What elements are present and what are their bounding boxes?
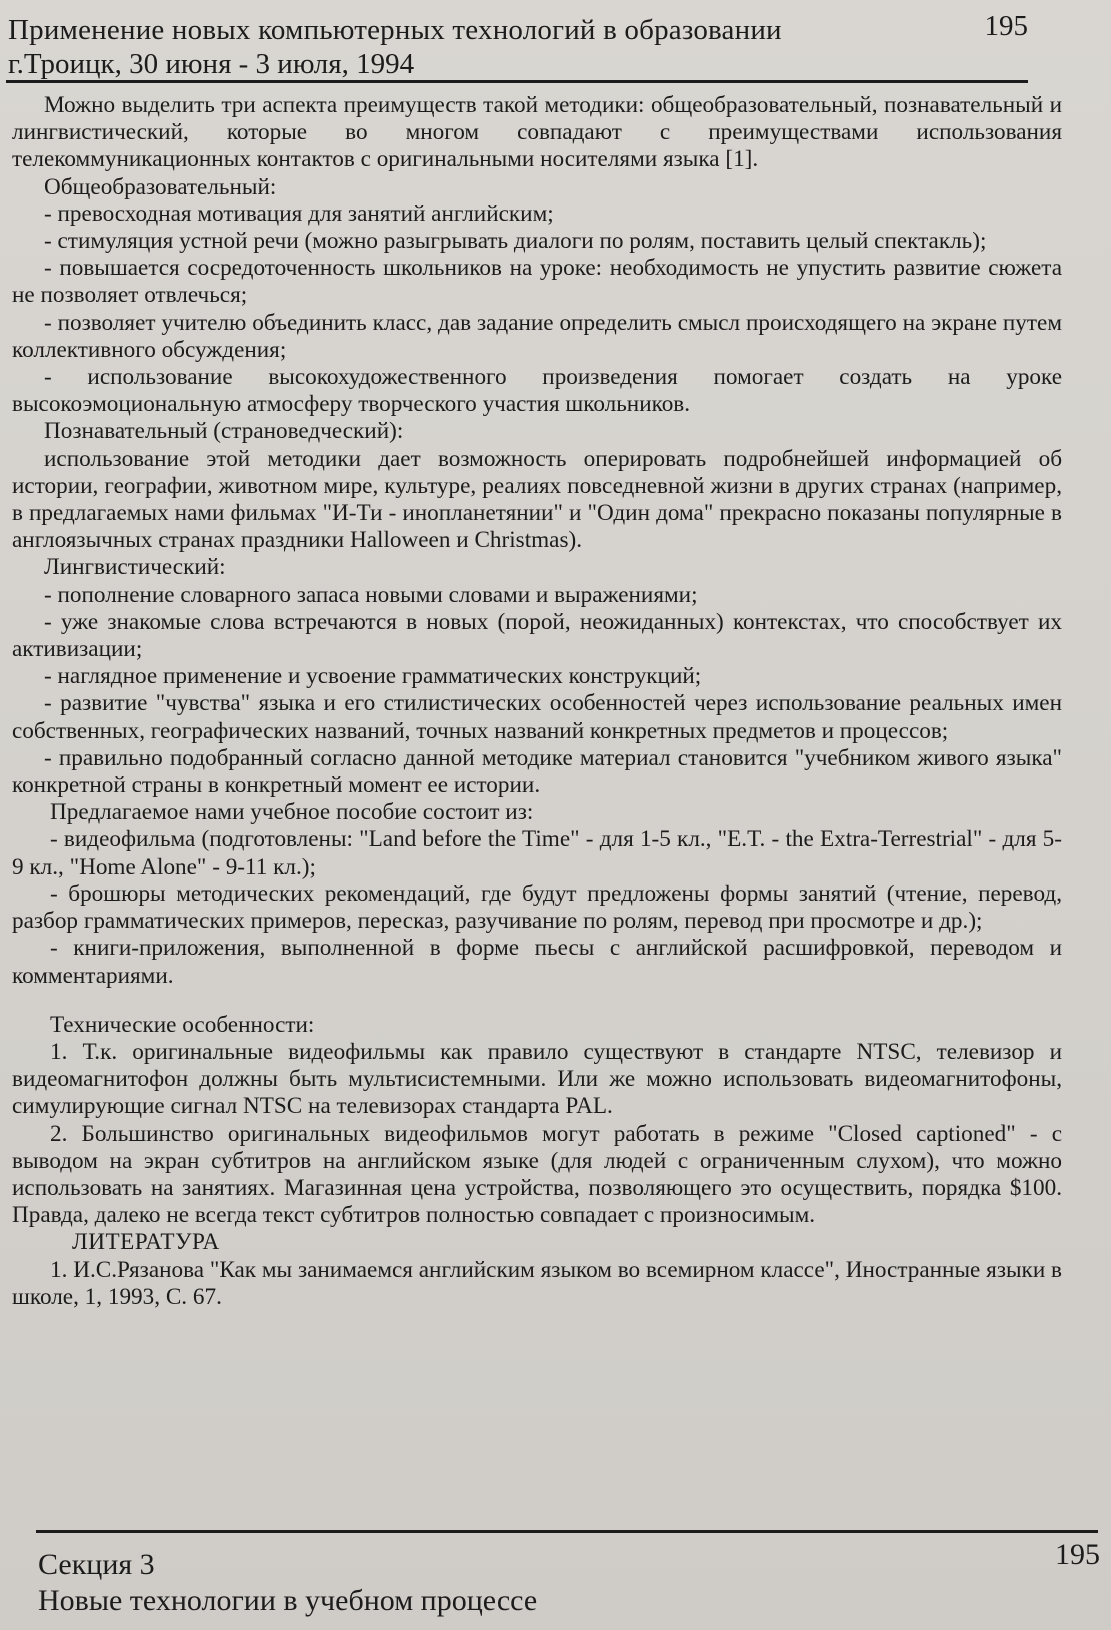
linguistic-heading: Лингвистический: (44, 554, 226, 581)
intro-paragraph: Можно выделить три аспекта преимуществ такой методики: общеобразовательный, познавательный и лингвистический, которые во многом совпадают с преимуществами использования телекоммуникационных контактов с оригинальными носителями языка [1]. (12, 92, 1062, 173)
manual-heading: Предлагаемое нами учебное пособие состоит из: (50, 799, 534, 826)
cognitive-heading: Познавательный (страноведческий): (44, 418, 404, 445)
general-item: - использование высокохудожественного произведения помогает создать на уроке высокоэмоциональную атмосферу творческого участия школьников. (12, 364, 1062, 418)
running-header (8, 10, 1028, 82)
footer-section: Секция 3 (38, 1548, 155, 1581)
header-subtitle: г.Троицк, 30 июня - 3 июля, 1994 (8, 48, 415, 80)
general-item: - позволяет учителю объединить класс, дав задание определить смысл происходящего на экране путем коллективного обсуждения; (12, 309, 1062, 363)
linguistic-item: - уже знакомые слова встречаются в новых (порой, неожиданных) контекстах, что способствует их активизации; (12, 608, 1062, 663)
cognitive-text: использование этой методики дает возможность оперировать подробнейшей информацией об истории, географии, животном мире, культуре, реалиях повседневной жизни в других странах (например, в предлагаемых нами фильмах "И-Ти - инопланетянии" и "Один дома" прекрасно показаны популярные в англоязычных странах праздники Halloween и Christmas). (12, 445, 1062, 554)
technical-item: 1. Т.к. оригинальные видеофильмы как правило существуют в стандарте NTSC, телевизор и видеомагнитофон должны быть мультисистемными. Или же можно использовать видеомагнитофоны, симулирующие сигнал NTSC на телевизорах стандарта PAL. (12, 1038, 1062, 1120)
linguistic-item: - развитие "чувства" языка и его стилистических особенностей через использование реальных имен собственных, географических названий, точных названий конкретных предметов и процессов; (12, 690, 1062, 744)
manual-item: - брошюры методических рекомендаций, где будут предложены формы занятий (чтение, перевод, разбор грамматических примеров, пересказ, разучивание по ролям, перевод при просмотре и др.); (12, 880, 1062, 935)
footer-rule (36, 1530, 1098, 1533)
general-item: - превосходная мотивация для занятий английским; (44, 200, 554, 227)
general-item: - стимуляция устной речи (можно разыгрывать диалоги по ролям, поставить целый спектакль); (44, 228, 987, 255)
general-item: - повышается сосредоточенность школьников на уроке: необходимость не упустить развитие сюжета не позволяет отвлечься; (12, 255, 1062, 309)
header-rule (6, 80, 1028, 83)
linguistic-item: - правильно подобранный согласно данной методике материал становится "учебником живого языка" конкретной страны в конкретный момент ее истории. (12, 744, 1062, 799)
general-heading: Общеобразовательный: (44, 173, 277, 200)
section-gap (12, 990, 1062, 1012)
footer-topic: Новые технологии в учебном процессе (38, 1584, 538, 1617)
footer-page-number: 195 (1055, 1538, 1100, 1571)
technical-item: 2. Большинство оригинальных видеофильмов могут работать в режиме "Closed captioned" - с выводом на экран субтитров на английском языке (для людей с ограниченным слухом), что можно использовать на занятиях. Магазинная цена устройства, позволяющего это осуществить, порядка $100. Правда, далеко не всегда текст субтитров полностью совпадает с произносимым. (12, 1120, 1062, 1229)
running-footer (38, 1538, 1100, 1628)
article-body (12, 92, 1062, 1311)
manual-item: - книги-приложения, выполненной в форме пьесы с английской расшифровкой, переводом и комментариями. (12, 935, 1062, 989)
header-page-number: 195 (984, 10, 1028, 42)
technical-heading: Технические особенности: (50, 1011, 315, 1038)
linguistic-item: - пополнение словарного запаса новыми словами и выражениями; (44, 581, 698, 608)
manual-item: - видеофильма (подготовлены: "Land before the Time" - для 1-5 кл., "E.T. - the Extra-Terrestrial" - для 5-9 кл., "Home Alone" - 9-11 кл.); (12, 826, 1062, 880)
header-title: Применение новых компьютерных технологий в образовании (8, 14, 782, 46)
literature-item: 1. И.С.Рязанова "Как мы занимаемся английским языком во всемирном классе", Иностранные языки в школе, 1, 1993, С. 67. (12, 1256, 1062, 1310)
linguistic-item: - наглядное применение и усвоение грамматических конструкций; (44, 663, 702, 690)
literature-heading: ЛИТЕРАТУРА (72, 1229, 220, 1256)
